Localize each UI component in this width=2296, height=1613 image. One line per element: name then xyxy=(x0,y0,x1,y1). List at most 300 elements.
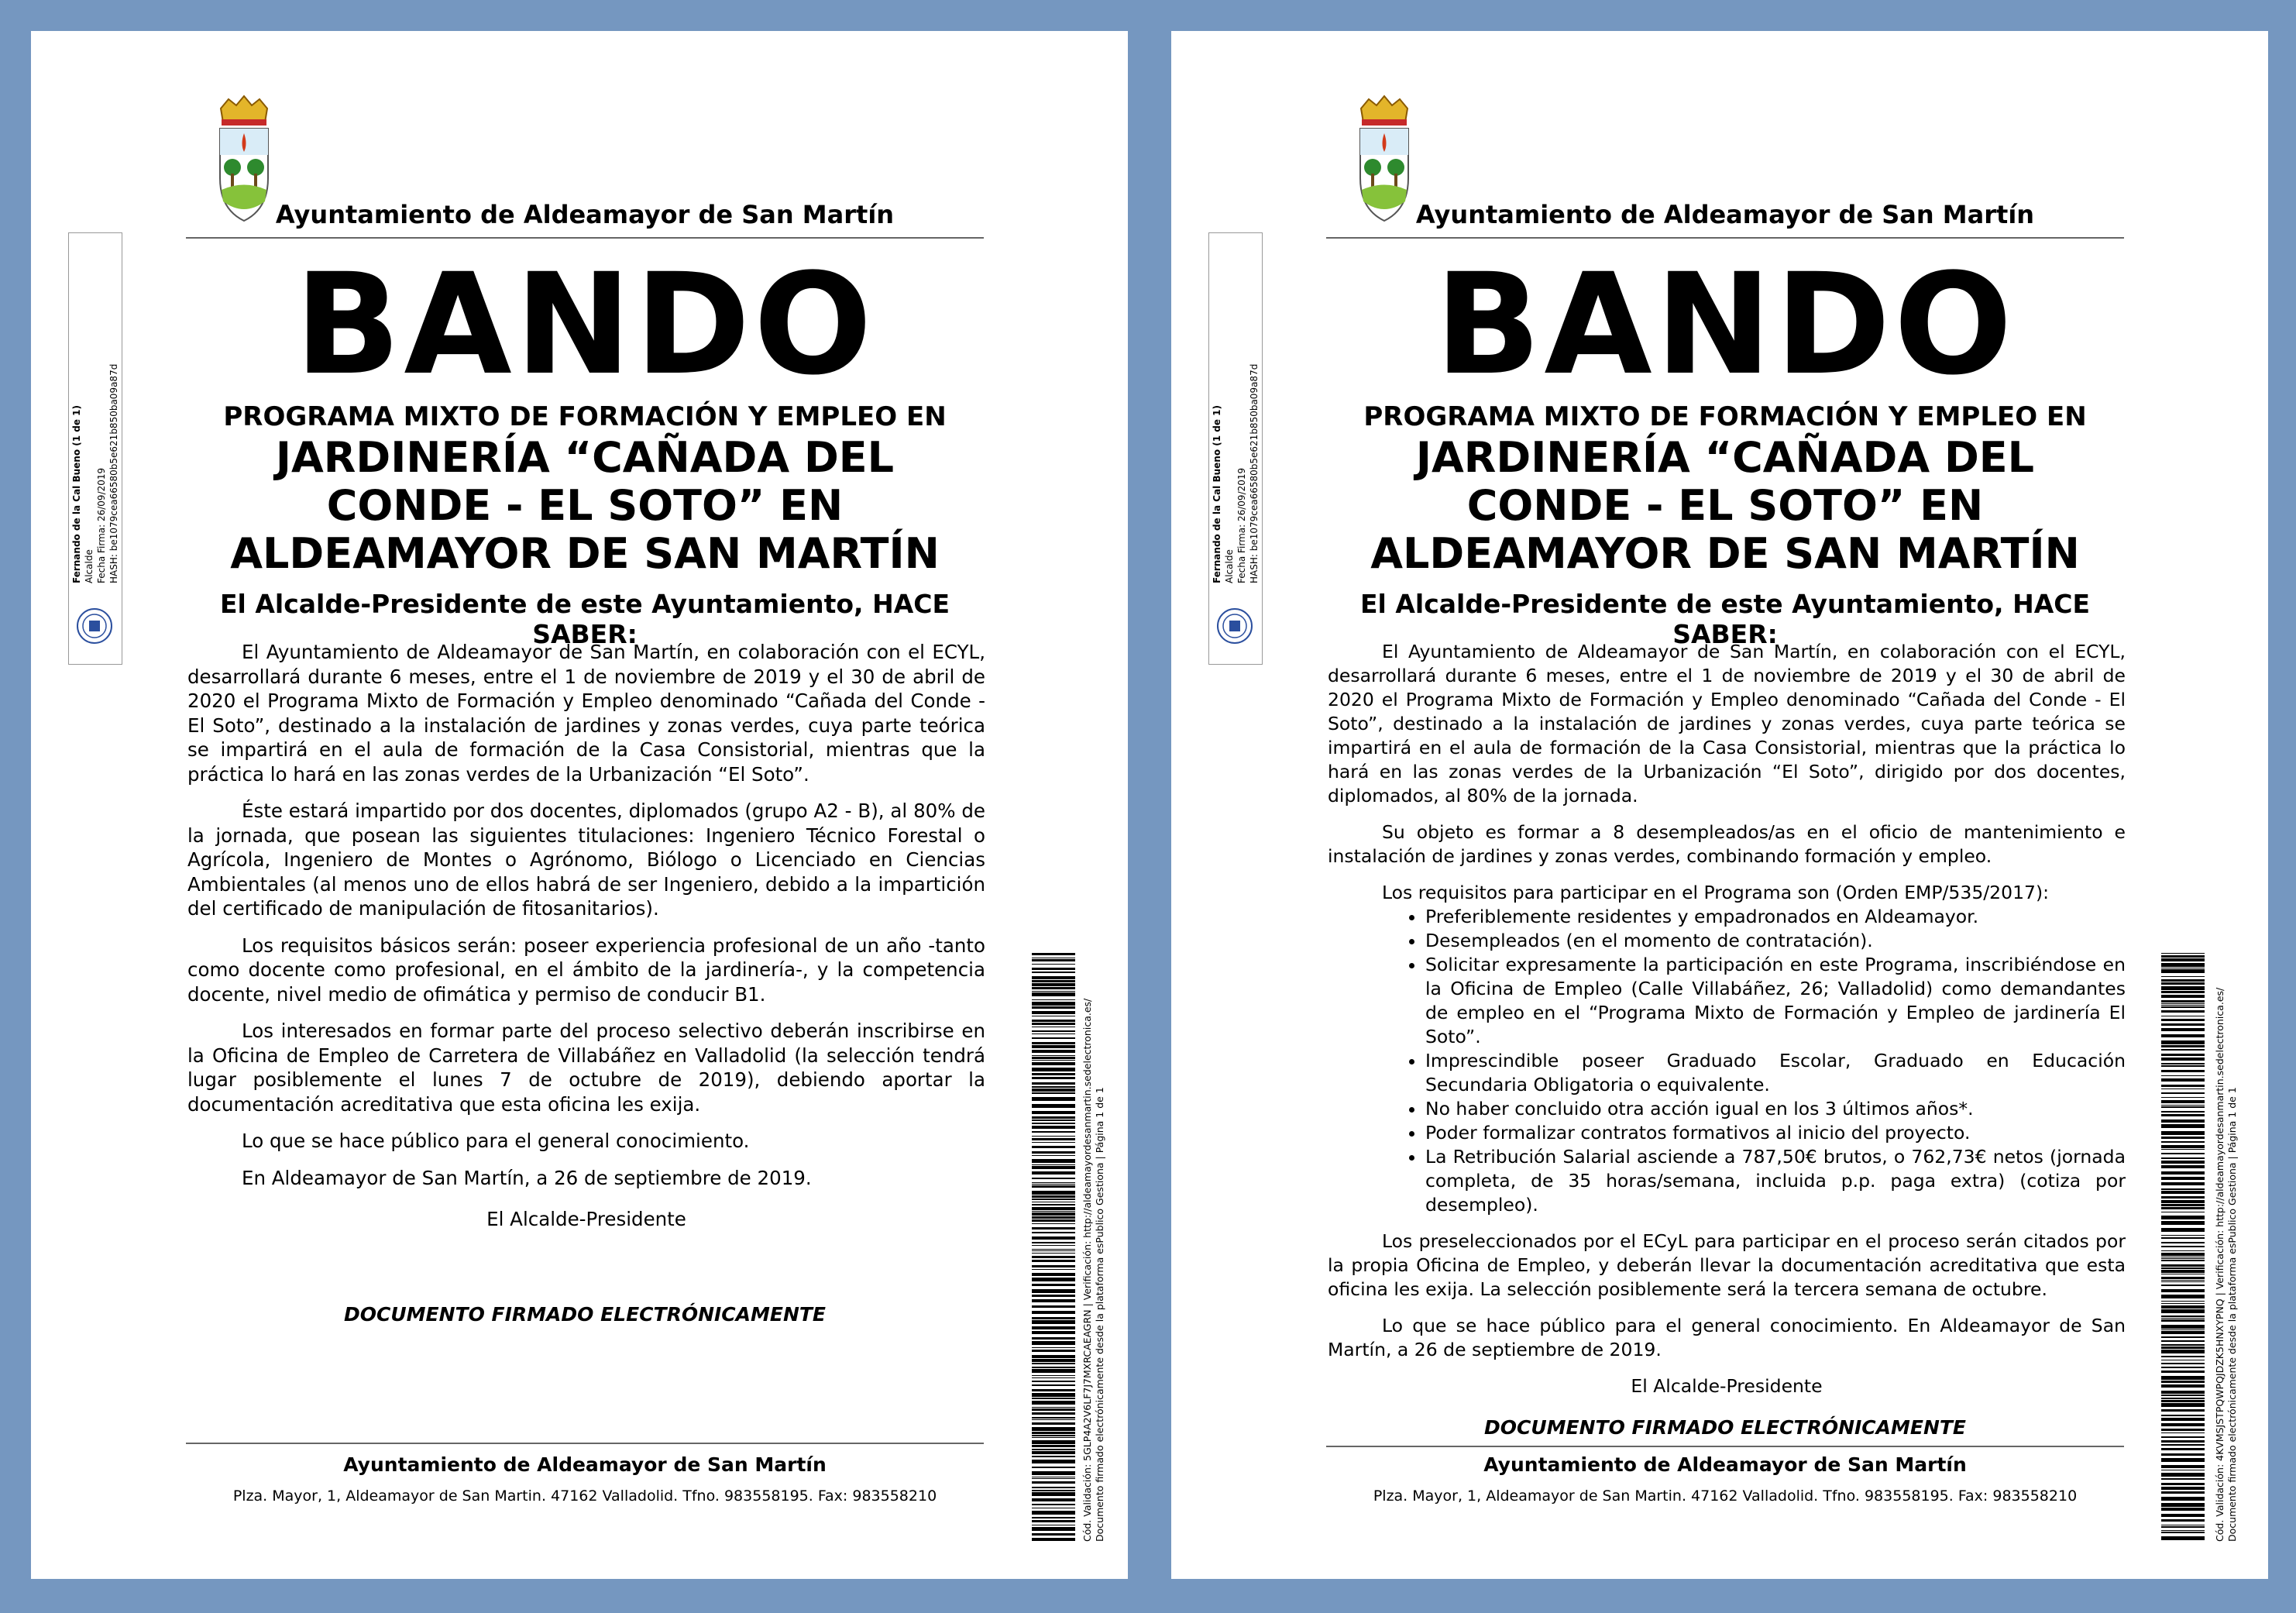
barcode-bar xyxy=(2161,1161,2205,1164)
barcode-bar xyxy=(1032,1111,1075,1114)
program-subtitle: PROGRAMA MIXTO DE FORMACIÓN Y EMPLEO EN xyxy=(223,401,947,432)
document-page-right xyxy=(1171,31,2268,1579)
barcode-bar xyxy=(1032,1256,1075,1258)
barcode-bar xyxy=(2161,1336,2205,1338)
footer-divider xyxy=(1326,1446,2124,1447)
barcode-bar xyxy=(1032,1326,1075,1329)
barcode-bar xyxy=(1032,1538,1075,1541)
barcode-bar xyxy=(1032,1191,1075,1195)
barcode-bar xyxy=(1032,1460,1075,1463)
barcode-bar xyxy=(1032,1086,1075,1088)
barcode-bar xyxy=(1032,1216,1075,1219)
list-item: • Preferiblemente residentes y empadronados en Aldeamayor. xyxy=(1425,905,2126,929)
barcode-bar xyxy=(1032,1504,1075,1505)
barcode-bar xyxy=(2161,1182,2205,1185)
title-line: JARDINERÍA “CAÑADA DEL xyxy=(1415,433,2035,482)
barcode-bar xyxy=(1032,1249,1075,1250)
footer-address: Plza. Mayor, 1, Aldeamayor de San Martin. 47162 Valladolid. Tfno. 983558195. Fax: 983558210 xyxy=(1373,1487,2078,1505)
barcode-bar xyxy=(2161,1398,2205,1399)
barcode-bar xyxy=(1032,1341,1075,1345)
barcode-bar xyxy=(2161,1444,2205,1446)
barcode-bar xyxy=(1032,1265,1075,1267)
official-seal-icon xyxy=(75,607,114,645)
barcode-bar xyxy=(2161,1000,2205,1003)
barcode-bar xyxy=(2161,1473,2205,1477)
barcode-bar xyxy=(2161,1267,2205,1269)
barcode-bar xyxy=(2161,1331,2205,1334)
barcode-bar xyxy=(2161,1070,2205,1072)
barcode-bar xyxy=(2161,1478,2205,1480)
barcode-bar xyxy=(2161,1371,2205,1373)
barcode-bar xyxy=(1032,1142,1075,1143)
barcode-bar xyxy=(1032,1299,1075,1302)
title-line: ALDEAMAYOR DE SAN MARTÍN xyxy=(1370,529,2080,578)
barcode-bar xyxy=(2161,1078,2205,1082)
barcode-bar xyxy=(2161,1530,2205,1531)
barcode-bar xyxy=(2161,1301,2205,1302)
verification-line: Cód. Validación: 5GLP4A2V6LF7J7MXRCAEAGRN | Verificación: http://aldeamayordesanmartin.sedelectronica.es/ xyxy=(1081,998,1093,1542)
barcode-bar xyxy=(2161,1400,2205,1402)
barcode-bar xyxy=(1032,1171,1075,1174)
hace-saber: El Alcalde-Presidente de este Ayuntamiento, HACE SABER: xyxy=(1360,589,2090,649)
barcode-bar xyxy=(1032,1123,1075,1124)
barcode-bar xyxy=(1032,1207,1075,1210)
barcode-bar xyxy=(2161,1280,2205,1281)
barcode-bar xyxy=(2161,1137,2205,1139)
barcode-bar xyxy=(1032,1164,1075,1165)
barcode-bar xyxy=(1032,1151,1075,1154)
barcode-bar xyxy=(1032,1381,1075,1382)
barcode-bar xyxy=(2161,1097,2205,1098)
paragraph: Éste estará impartido por dos docentes, diplomados (grupo A2 - B), al 80% de la jornada, que posean las siguientes titulaciones: Ingeniero Técnico Forestal o Agrícola, Ingeniero de Montes o Agrónomo, Biólogo o Licenciado en Ciencias Ambientales (al menos uno de ellos habrá de ser Ingeniero, debido a la impartición del certificado de manipulación de fitosanitarios). xyxy=(187,800,985,920)
barcode-bar xyxy=(2161,1153,2205,1154)
signature-stamp xyxy=(68,232,122,665)
barcode-bar xyxy=(2161,1391,2205,1394)
barcode-bar xyxy=(1032,1437,1075,1438)
stamp-role: Alcalde xyxy=(1224,549,1235,583)
barcode-bar xyxy=(2161,1319,2205,1322)
barcode-bar xyxy=(1032,1006,1075,1009)
barcode-bar xyxy=(1032,1126,1075,1129)
barcode-bar xyxy=(2161,1436,2205,1438)
header-divider xyxy=(1326,237,2124,239)
barcode-bar xyxy=(2161,1429,2205,1431)
footer-address: Plza. Mayor, 1, Aldeamayor de San Martin. 47162 Valladolid. Tfno. 983558195. Fax: 983558210 xyxy=(232,1487,937,1505)
barcode-bar xyxy=(2161,958,2205,961)
barcode-bar xyxy=(1032,1204,1075,1205)
barcode-bar xyxy=(1032,1359,1075,1362)
paragraph: Lo que se hace público para el general conocimiento. xyxy=(242,1130,750,1152)
barcode-bar xyxy=(2161,1514,2205,1517)
stamp-text xyxy=(70,181,120,583)
barcode-bar xyxy=(2161,1526,2205,1528)
barcode-bar xyxy=(2161,1242,2205,1243)
barcode-bar xyxy=(1032,1166,1075,1169)
bando-title: BANDO xyxy=(294,244,875,406)
barcode-bar xyxy=(2161,1221,2205,1225)
barcode-bar xyxy=(2161,1465,2205,1468)
title-line: JARDINERÍA “CAÑADA DEL xyxy=(275,433,895,482)
barcode-bar xyxy=(1032,1511,1075,1515)
barcode-bar xyxy=(2161,1065,2205,1067)
footer-org: Ayuntamiento de Aldeamayor de San Martín xyxy=(343,1453,827,1476)
barcode-bar xyxy=(1032,1317,1075,1319)
barcode-bar xyxy=(1032,1223,1075,1224)
barcode-bar xyxy=(1032,1033,1075,1034)
barcode-bar xyxy=(1032,1350,1075,1352)
barcode-bar xyxy=(1032,1401,1075,1405)
barcode-bar xyxy=(1032,1011,1075,1014)
barcode-bar xyxy=(2161,1237,2205,1239)
barcode-bar xyxy=(2161,995,2205,998)
program-title xyxy=(1326,434,2124,578)
barcode-bar xyxy=(1032,1089,1075,1092)
barcode-bar xyxy=(2161,991,2205,993)
barcode-bar xyxy=(2161,1346,2205,1349)
header-divider xyxy=(186,237,984,239)
barcode-bar xyxy=(1032,1273,1075,1276)
barcode-bar xyxy=(1032,964,1075,965)
barcode-bar xyxy=(2161,1409,2205,1412)
barcode-bar xyxy=(1032,1092,1075,1094)
barcode-bar xyxy=(1032,1104,1075,1108)
barcode-bar xyxy=(2161,1207,2205,1209)
barcode-bar xyxy=(1032,1020,1075,1022)
barcode-bar xyxy=(2161,976,2205,977)
barcode-bar xyxy=(2161,1111,2205,1113)
barcode-bar xyxy=(1032,1384,1075,1386)
barcode-bar xyxy=(1032,1219,1075,1222)
barcode-bar xyxy=(1032,1407,1075,1408)
barcode-bar xyxy=(2161,1005,2205,1006)
barcode-bar xyxy=(1032,953,1075,955)
paragraph: Los interesados en formar parte del proceso selectivo deberán inscribirse en la Oficina de Empleo de Carretera de Villabáñez en Valladolid (la selección tendrá lugar posiblemente el lunes 7 de octubre de 2019), debiendo aportar la documentación acreditativa que esta oficina les exija. xyxy=(187,1020,985,1116)
barcode-bar xyxy=(1032,1269,1075,1270)
barcode-bar xyxy=(2161,969,2205,973)
barcode-bar xyxy=(1032,1527,1075,1531)
barcode-bar xyxy=(1032,1331,1075,1334)
barcode-bar xyxy=(1032,1212,1075,1216)
list-item: • Desempleados (en el momento de contratación). xyxy=(1425,929,2126,953)
barcode-bar xyxy=(1032,1184,1075,1185)
hace-saber: El Alcalde-Presidente de este Ayuntamiento, HACE SABER: xyxy=(220,589,950,649)
barcode-bar xyxy=(2161,1003,2205,1004)
barcode-bar xyxy=(1032,1236,1075,1240)
barcode-bar xyxy=(1032,1432,1075,1434)
barcode-bar xyxy=(1032,1159,1075,1163)
barcode-bar xyxy=(2161,1415,2205,1416)
barcode-bar xyxy=(2161,1497,2205,1501)
barcode-bar xyxy=(1032,1369,1075,1373)
barcode-bar xyxy=(1032,1245,1075,1246)
program-subtitle: PROGRAMA MIXTO DE FORMACIÓN Y EMPLEO EN xyxy=(1363,401,2087,432)
barcode-bar xyxy=(2161,979,2205,982)
barcode-bar xyxy=(2161,1418,2205,1421)
barcode-bar xyxy=(1032,1305,1075,1308)
barcode-bar xyxy=(2161,1440,2205,1443)
barcode-bar xyxy=(1032,1520,1075,1522)
barcode-bar xyxy=(2161,1363,2205,1364)
barcode-bar xyxy=(2161,1270,2205,1273)
stamp-date: Fecha Firma: 26/09/2019 xyxy=(1236,467,1247,583)
barcode-bar xyxy=(2161,1295,2205,1298)
barcode-bar xyxy=(1032,1057,1075,1059)
barcode-bar xyxy=(1032,1042,1075,1044)
barcode-bar xyxy=(1032,1060,1075,1061)
barcode-bar xyxy=(1032,1449,1075,1450)
barcode-bar xyxy=(2161,1246,2205,1247)
paragraph: Su objeto es formar a 8 desempleados/as en el oficio de mantenimiento e instalación de jardines y zonas verdes, combinando formación y empleo. xyxy=(1328,821,2126,867)
barcode-bar xyxy=(1032,1260,1075,1262)
verification-line: Cód. Validación: 4KVMSJSTPQWPQJDZK5HNXYPNQ | Verificación: http://aldeamayordesanmartin.sedelectronica.es/ xyxy=(2214,987,2226,1542)
barcode-bar xyxy=(1032,1055,1075,1056)
barcode-bar xyxy=(1032,1498,1075,1501)
barcode-bar xyxy=(2161,1200,2205,1203)
barcode-bar xyxy=(1032,983,1075,986)
barcode-bar xyxy=(1032,1337,1075,1340)
stamp-hash: HASH: be1079cea66580b5e621b850ba09a87d xyxy=(108,363,119,583)
paragraph: Los requisitos para participar en el Programa son (Orden EMP/535/2017): xyxy=(1382,882,2050,903)
barcode-bar xyxy=(1032,1097,1075,1101)
barcode-bar xyxy=(1032,1408,1075,1411)
signer: El Alcalde-Presidente xyxy=(1631,1375,1823,1397)
barcode-bar xyxy=(2161,955,2205,958)
barcode-bar xyxy=(1032,1136,1075,1137)
barcode-bar xyxy=(2161,1100,2205,1103)
barcode-bar xyxy=(1032,1185,1075,1188)
barcode-bar xyxy=(1032,1355,1075,1358)
barcode-bar xyxy=(2161,1264,2205,1267)
barcode-bar xyxy=(1032,1393,1075,1397)
barcode-bar xyxy=(1032,972,1075,973)
barcode-bar xyxy=(2161,1040,2205,1044)
barcode-bar xyxy=(2161,1188,2205,1190)
barcode-bar xyxy=(1032,1155,1075,1156)
barcode-bar xyxy=(2161,1483,2205,1485)
verification-text xyxy=(2214,953,2239,1542)
stamp-text xyxy=(1211,181,1260,583)
signer: El Alcalde-Presidente xyxy=(486,1208,686,1230)
barcode-bar xyxy=(1032,1023,1075,1025)
barcode-bar xyxy=(1032,980,1075,982)
stamp-name: Fernando de la Cal Bueno (1 de 1) xyxy=(71,405,82,583)
barcode xyxy=(1032,953,1075,1542)
list-item: • La Retribución Salarial asciende a 787,50€ brutos, o 762,73€ netos (jornada completa, de 35 horas/semana, incluida p.p. paga extra) (cotiza por desempleo). xyxy=(1425,1145,2126,1217)
barcode-bar xyxy=(1032,1068,1075,1071)
document-page-left xyxy=(31,31,1128,1579)
barcode-bar xyxy=(2161,1216,2205,1219)
barcode-bar xyxy=(1032,1037,1075,1039)
barcode-bar xyxy=(2161,1508,2205,1511)
barcode-bar xyxy=(1032,999,1075,1000)
barcode-bar xyxy=(2161,1258,2205,1259)
barcode-bar xyxy=(1032,992,1075,996)
barcode-bar xyxy=(1032,1045,1075,1048)
barcode-bar xyxy=(1032,1451,1075,1454)
barcode-bar xyxy=(2161,1356,2205,1357)
barcode-bar xyxy=(1032,1375,1075,1376)
barcode-bar xyxy=(1032,1492,1075,1496)
paragraph: Los requisitos básicos serán: poseer experiencia profesional de un año -tanto como docente como profesional, en el ámbito de la jardinería-, y la competencia docente, nivel medio de ofimática y permiso de conducir B1. xyxy=(187,934,985,1006)
bando-title: BANDO xyxy=(1435,244,2016,406)
barcode-bar xyxy=(2161,1124,2205,1128)
barcode-bar xyxy=(2161,1491,2205,1494)
title-line: CONDE - EL SOTO” EN xyxy=(326,481,844,530)
barcode-bar xyxy=(1032,1131,1075,1133)
barcode-bar xyxy=(1032,1412,1075,1415)
barcode-bar xyxy=(2161,1403,2205,1407)
barcode-bar xyxy=(1032,1050,1075,1053)
paragraph: En Aldeamayor de San Martín, a 26 de septiembre de 2019. xyxy=(242,1166,812,1189)
barcode-bar xyxy=(2161,953,2205,954)
barcode-bar xyxy=(1032,1211,1075,1212)
barcode-bar xyxy=(1032,1467,1075,1468)
barcode-bar xyxy=(2161,1432,2205,1433)
list-item: • Solicitar expresamente la participación en este Programa, inscribiéndose en la Oficina de Empleo (Calle Villabáñez, 26; Valladolid) como demandantes de empleo en el “Programa Mixto de Formación y Empleo de jardinería El Soto”. xyxy=(1425,953,2126,1049)
barcode-bar xyxy=(2161,1010,2205,1013)
barcode-bar xyxy=(1032,1138,1075,1140)
stamp-name: Fernando de la Cal Bueno (1 de 1) xyxy=(1212,405,1222,583)
barcode-bar xyxy=(2161,1260,2205,1261)
barcode-bar xyxy=(1032,1030,1075,1032)
barcode-bar xyxy=(2161,1305,2205,1309)
paragraph: El Ayuntamiento de Aldeamayor de San Martín, en colaboración con el ECYL, desarrollará durante 6 meses, entre el 1 de noviembre de 2019 y el 30 de abril de 2020 el Programa Mixto de Formación y Empleo denominado “Cañada del Conde - El Soto”, destinado a la instalación de jardines y zonas verdes, cuya parte teórica se impartirá en el aula de formación de la Casa Consistorial, mientras que la práctica lo hará en las zonas verdes de la Urbanización “El Soto”, dirigido por dos docentes, diplomados, al 80% de la jornada. xyxy=(1328,641,2126,806)
list-item: • Imprescindible poseer Graduado Escolar, Graduado en Educación Secundaria Obligatoria o equivalente. xyxy=(1425,1049,2126,1097)
barcode-bar xyxy=(2161,1105,2205,1106)
barcode-bar xyxy=(2161,1063,2205,1064)
barcode-bar xyxy=(1032,1295,1075,1297)
barcode-bar xyxy=(2161,1381,2205,1383)
barcode-bar xyxy=(2161,1376,2205,1380)
barcode-bar xyxy=(2161,1235,2205,1236)
barcode-bar xyxy=(1032,1487,1075,1488)
paragraph: El Ayuntamiento de Aldeamayor de San Martín, en colaboración con el ECYL, desarrollará durante 6 meses, entre el 1 de noviembre de 2019 y el 30 de abril de 2020 el Programa Mixto de Formación y Empleo denominado “Cañada del Conde - El Soto”, destinado a la instalación de jardines y zonas verdes, cuya parte teórica se impartirá en el aula de formación de la Casa Consistorial, mientras que la práctica lo hará en las zonas verdes de la Urbanización “El Soto”. xyxy=(187,641,985,786)
barcode-bar xyxy=(2161,1250,2205,1251)
barcode-bar xyxy=(1032,1311,1075,1314)
barcode-bar xyxy=(1032,1363,1075,1364)
barcode-bar xyxy=(1032,1289,1075,1293)
barcode-bar xyxy=(2161,1448,2205,1450)
title-line: CONDE - EL SOTO” EN xyxy=(1466,481,1984,530)
barcode-bar xyxy=(2161,1325,2205,1329)
barcode-bar xyxy=(1032,1178,1075,1179)
barcode-bar xyxy=(2161,1384,2205,1388)
barcode-bar xyxy=(2161,1228,2205,1232)
requirements-list xyxy=(1328,905,2126,1217)
barcode-bar xyxy=(2161,1034,2205,1037)
barcode-bar xyxy=(1032,1077,1075,1079)
barcode-bar xyxy=(2161,1092,2205,1094)
barcode-bar xyxy=(2161,1114,2205,1116)
title-line: ALDEAMAYOR DE SAN MARTÍN xyxy=(230,529,940,578)
barcode-bar xyxy=(2161,1350,2205,1353)
barcode-bar xyxy=(2161,1119,2205,1123)
stamp-date: Fecha Firma: 26/09/2019 xyxy=(96,467,107,583)
barcode-bar xyxy=(1032,1398,1075,1399)
barcode-bar xyxy=(2161,1054,2205,1056)
barcode-bar xyxy=(1032,1417,1075,1419)
barcode-bar xyxy=(2161,1075,2205,1076)
barcode-bar xyxy=(2161,1487,2205,1490)
barcode-bar xyxy=(1032,1232,1075,1233)
barcode-bar xyxy=(1032,1062,1075,1065)
program-title xyxy=(186,434,984,578)
barcode-bar xyxy=(1032,959,1075,961)
barcode-bar xyxy=(2161,1058,2205,1061)
barcode-bar xyxy=(2161,1458,2205,1462)
barcode-bar xyxy=(2161,1532,2205,1533)
body-text xyxy=(1328,640,2126,1411)
barcode-bar xyxy=(1032,1227,1075,1230)
barcode-bar xyxy=(2161,1423,2205,1426)
org-header: Ayuntamiento de Aldeamayor de San Martín xyxy=(1415,200,2035,229)
signature-stamp xyxy=(1208,232,1263,665)
barcode-bar xyxy=(1032,1116,1075,1119)
list-item: • No haber concluido otra acción igual en los 3 últimos años*. xyxy=(1425,1097,2126,1121)
barcode-bar xyxy=(2161,1204,2205,1206)
barcode-bar xyxy=(1032,1427,1075,1431)
barcode-bar xyxy=(1032,1517,1075,1518)
barcode-bar xyxy=(1032,1478,1075,1479)
barcode-bar xyxy=(1032,1471,1075,1475)
barcode-bar xyxy=(2161,1340,2205,1342)
barcode-bar xyxy=(2161,1019,2205,1021)
barcode-bar xyxy=(2161,1141,2205,1143)
barcode-bar xyxy=(2161,1085,2205,1087)
barcode-bar xyxy=(2161,1277,2205,1279)
barcode-bar xyxy=(2161,1329,2205,1330)
org-header: Ayuntamiento de Aldeamayor de San Martín xyxy=(275,200,895,229)
barcode-bar xyxy=(1032,991,1075,992)
barcode-bar xyxy=(1032,1253,1075,1254)
barcode-bar xyxy=(1032,1284,1075,1286)
barcode-bar xyxy=(2161,1145,2205,1148)
barcode-bar xyxy=(2161,1519,2205,1522)
barcode xyxy=(2161,953,2205,1542)
barcode-bar xyxy=(1032,968,1075,970)
barcode-bar xyxy=(1032,1367,1075,1368)
barcode-bar xyxy=(1032,1445,1075,1447)
barcode-bar xyxy=(2161,1131,2205,1135)
verification-line: Documento firmado electrónicamente desde la plataforma esPublico Gestiona | Página 1 de 1 xyxy=(1094,1087,1105,1542)
barcode-bar xyxy=(1032,1490,1075,1491)
list-item: • Poder formalizar contratos formativos al inicio del proyecto. xyxy=(1425,1121,2126,1145)
paragraph: Los preseleccionados por el ECyL para participar en el proceso serán citados por la propia Oficina de Empleo, y deberán llevar la documentación acreditativa que esta oficina les exija. La selección posiblemente será la tercera semana de octubre. xyxy=(1328,1230,2126,1300)
barcode-bar xyxy=(2161,986,2205,990)
paragraph: Lo que se hace público para el general conocimiento. En Aldeamayor de San Martín, a 26 de septiembre de 2019. xyxy=(1328,1315,2126,1360)
verification-line: Documento firmado electrónicamente desde la plataforma esPublico Gestiona | Página 1 de 1 xyxy=(2226,1087,2238,1542)
barcode-bar xyxy=(2161,1503,2205,1507)
body-text xyxy=(187,640,985,1244)
barcode-bar xyxy=(2161,1045,2205,1047)
barcode-bar xyxy=(2161,1165,2205,1168)
barcode-bar xyxy=(1032,1419,1075,1420)
barcode-bar xyxy=(2161,1253,2205,1256)
barcode-bar xyxy=(2161,963,2205,967)
barcode-bar xyxy=(1032,1199,1075,1200)
barcode-bar xyxy=(2161,1191,2205,1194)
footer-org: Ayuntamiento de Aldeamayor de San Martín xyxy=(1483,1453,1967,1476)
barcode-bar xyxy=(2161,1028,2205,1031)
signed-notice: DOCUMENTO FIRMADO ELECTRÓNICAMENTE xyxy=(343,1303,827,1326)
barcode-bar xyxy=(1032,1440,1075,1444)
barcode-bar xyxy=(2161,1149,2205,1150)
barcode-bar xyxy=(1032,1250,1075,1251)
barcode-bar xyxy=(2161,1023,2205,1026)
signed-notice: DOCUMENTO FIRMADO ELECTRÓNICAMENTE xyxy=(1483,1416,1967,1439)
barcode-bar xyxy=(2161,1344,2205,1346)
official-seal-icon xyxy=(1215,607,1254,645)
